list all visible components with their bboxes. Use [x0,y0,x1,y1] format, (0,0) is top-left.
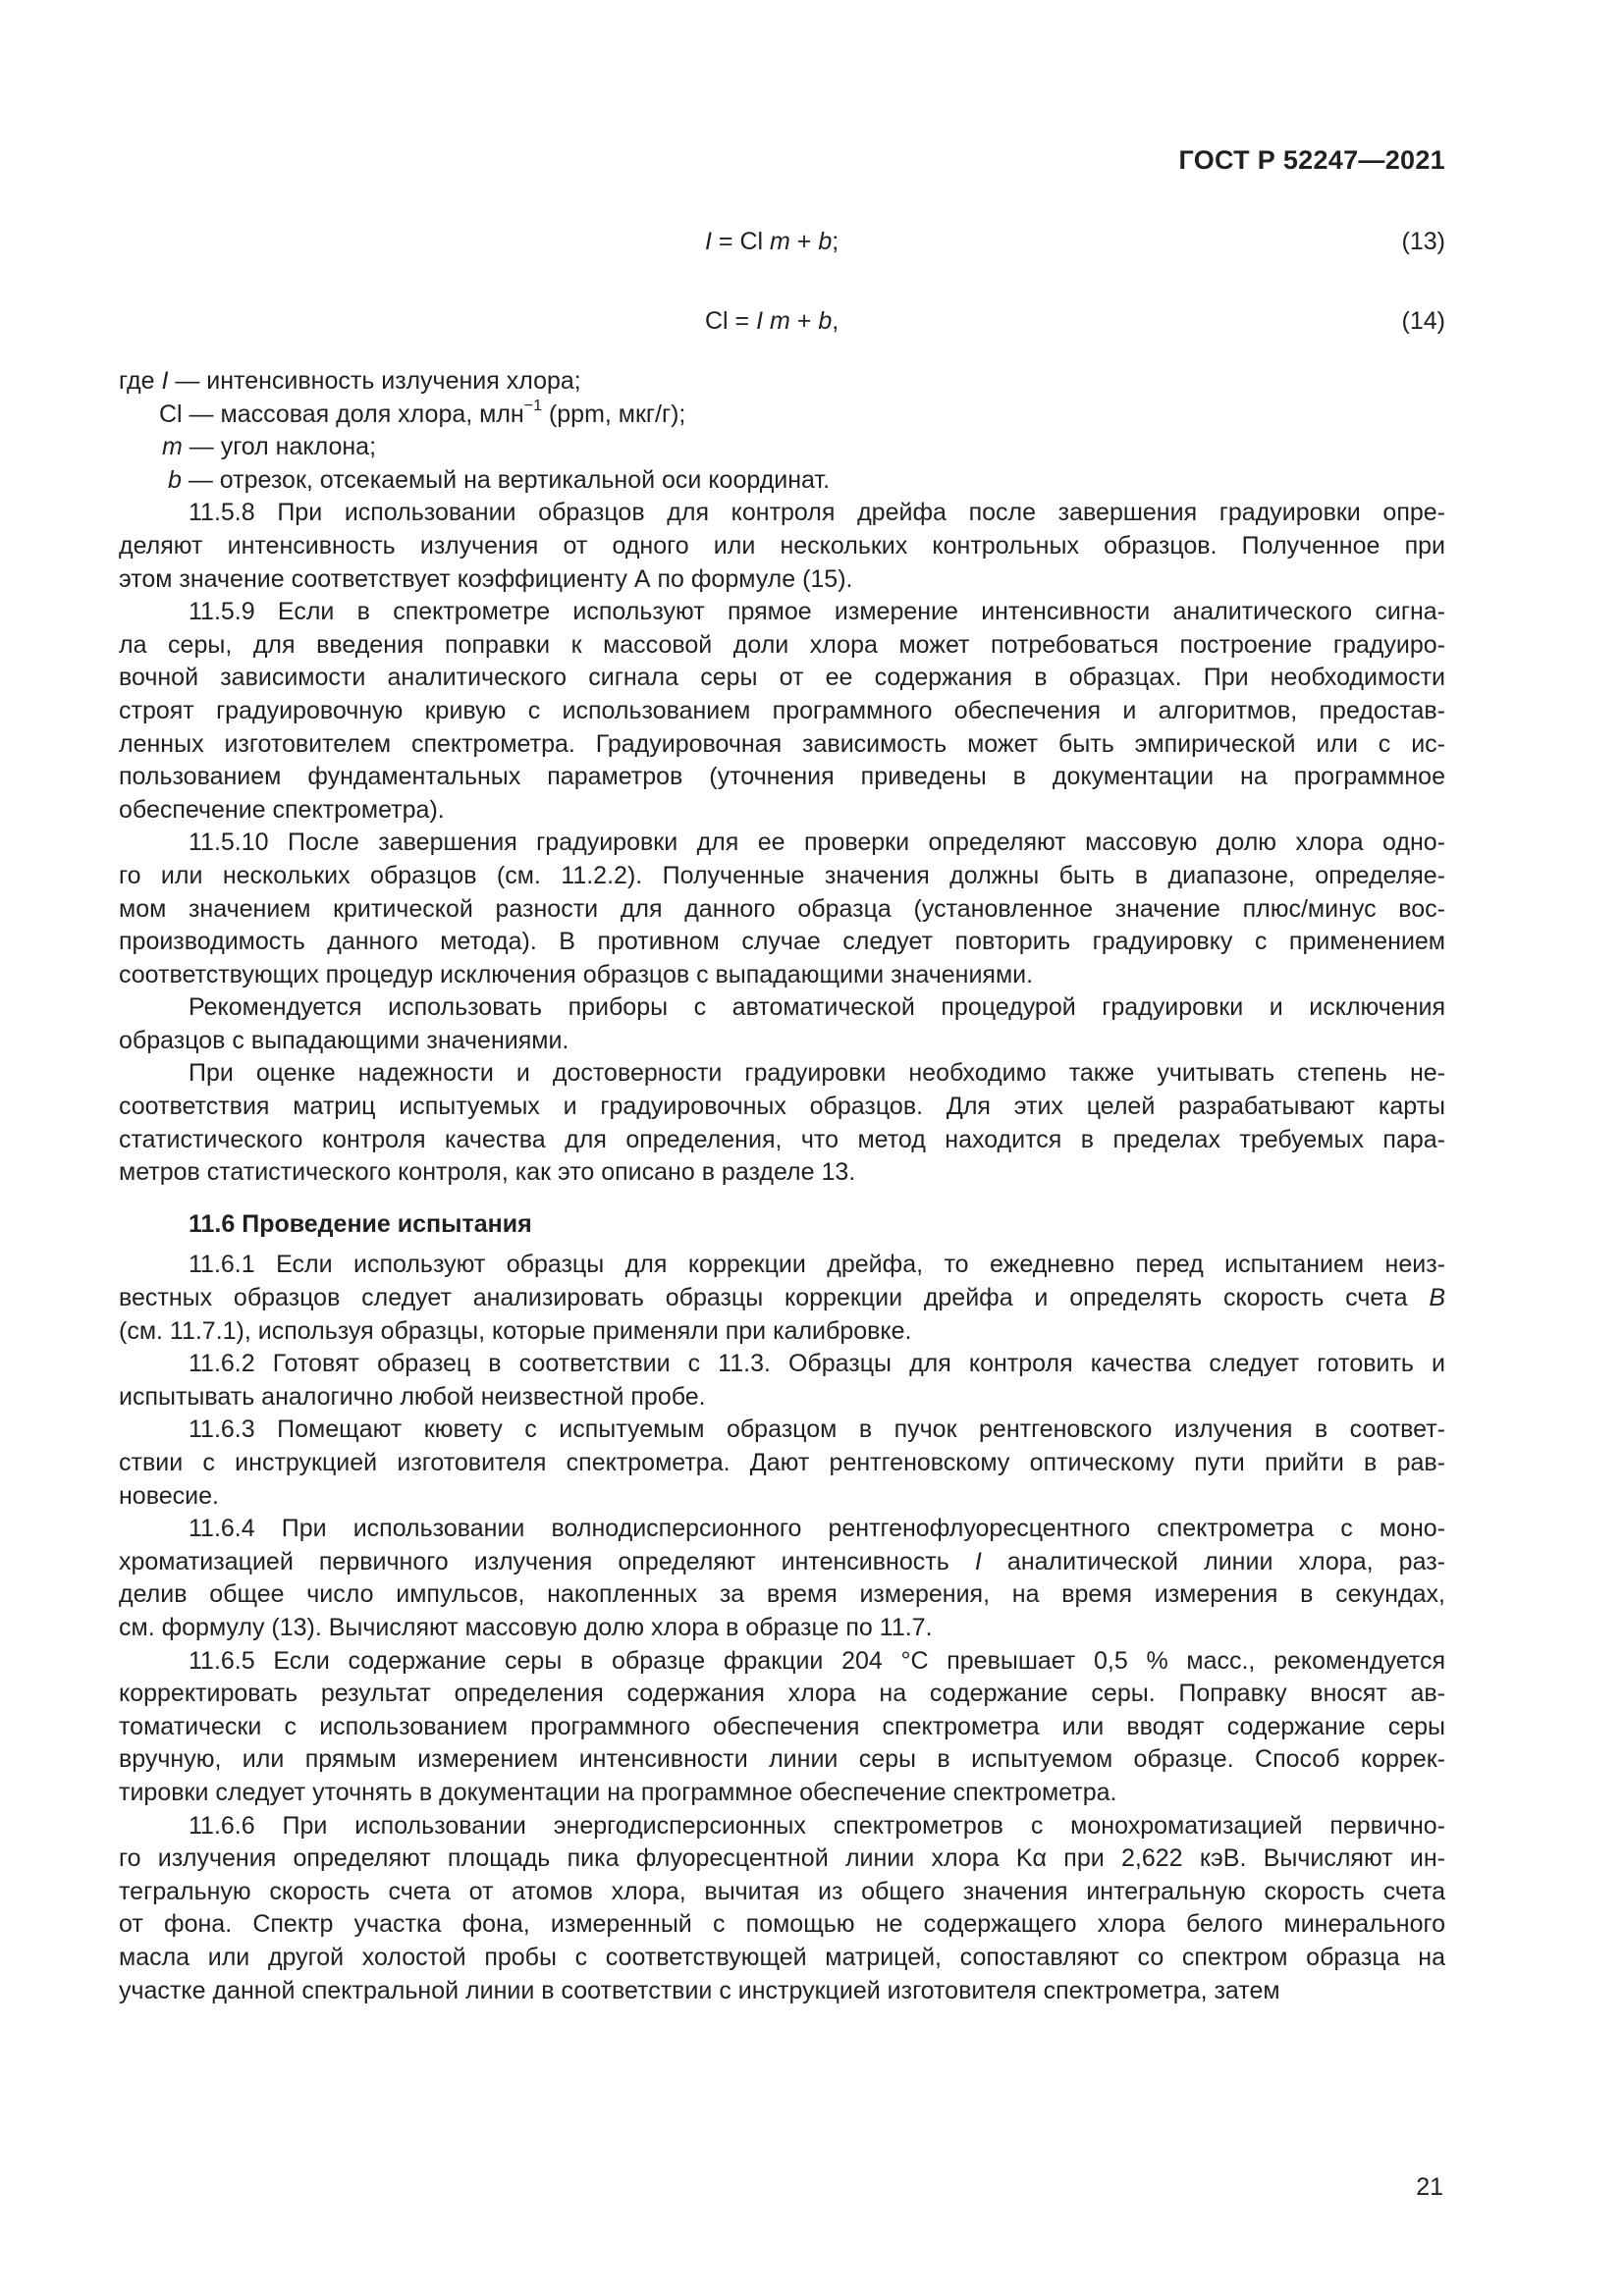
paragraph-line: Рекомендуется использовать приборы с автоматической процедурой градуировки и исключения [189,993,1445,1022]
paragraph-line: ленных изготовителем спектрометра. Градуировочная зависимость может быть эмпирической или с ис- [119,729,1445,758]
paragraph-line: ла серы, для введения поправки к массовой доли хлора может потребоваться построение градуиро- [119,630,1445,659]
formula-number: (14) [1401,307,1445,335]
paragraph-line: новесие. [119,1481,219,1510]
paragraph-p-11-5-10 [119,827,1445,991]
formula-13 [0,228,1624,267]
paragraph-line: производимость данного метода). В противном случае следует повторить градуировку с применением [119,928,1445,956]
definition-item: Cl — массовая доля хлора, млн$^{-1}$ (ppm, мкг/г); [159,398,686,428]
paragraph-p-recommend [119,991,1445,1057]
paragraph-line: делив общее число импульсов, накопленных за время измерения, на время измерения в секундах, [119,1580,1445,1609]
paragraph-line: 11.5.9 Если в спектрометре используют прямое измерение интенсивности аналитического сигна- [189,598,1445,626]
document-body [119,365,1445,2007]
paragraph-line: этом значение соответствует коэффициенту А по формуле (15). [119,564,853,593]
paragraph-line: 11.6.6 При использовании энергодисперсионных спектрометров с монохроматизацией первично- [189,1811,1445,1840]
definition-item: b — отрезок, отсекаемый на вертикальной оси координат. [168,465,831,494]
paragraph-p-11-5-9 [119,596,1445,827]
paragraph-p-11-6-4 [119,1513,1445,1644]
paragraph-line: (см. 11.7.1), используя образцы, которые применяли при калибровке. [119,1316,912,1345]
paragraph-line: метров статистического контроля, как это описано в разделе 13. [119,1158,856,1187]
paragraph-line: ствии с инструкцией изготовителя спектрометра. Дают рентгеновскому оптическому пути прийти в рав- [119,1449,1445,1476]
paragraph-line: образцов с выпадающими значениями. [119,1026,569,1054]
paragraph-line: участке данной спектральной линии в соответствии с инструкцией изготовителя спектрометра, затем [119,1976,1280,2004]
definition-item: где I — интенсивность излучения хлора; [119,367,581,395]
paragraphs-section-11-6 [119,1249,1445,2007]
paragraph-line: 11.5.10 После завершения градуировки для ее проверки определяют массовую долю хлора одно- [189,828,1445,857]
paragraph-line: пользованием фундаментальных параметров (уточнения приведены в документации на программное [119,763,1445,791]
definitions-list [119,365,1445,497]
paragraph-line: статистического контроля качества для определения, что метод находится в пределах требуемых пара- [119,1125,1445,1153]
paragraph-line: вестных образцов следует анализировать образцы коррекции дрейфа и определять скорость счета B [119,1284,1445,1312]
formula-expression: I = Cl m + b; [705,228,839,255]
paragraph-line: 11.5.8 При использовании образцов для контроля дрейфа после завершения градуировки опре- [189,499,1445,527]
paragraph-line: см. формулу (13). Вычисляют массовую долю хлора в образце по 11.7. [119,1613,933,1641]
paragraph-line: го излучения определяют площадь пика флуоресцентной линии хлора Kα при 2,622 кэВ. Вычисляют ин- [119,1844,1445,1873]
paragraph-line: томатически с использованием программного обеспечения спектрометра или вводят содержание серы [119,1712,1445,1740]
paragraph-p-11-6-1 [119,1249,1445,1348]
document-header: ГОСТ Р 52247—2021 [1178,145,1445,175]
paragraph-line: вручную, или прямым измерением интенсивности линии серы в испытуемом образце. Способ коррек- [119,1745,1445,1774]
formula-14 [0,307,1624,347]
paragraph-line: масла или другой холостой пробы с соответствующей матрицей, сопоставляют со спектром образца на [119,1943,1445,1971]
paragraph-line: тегральную скорость счета от атомов хлора, вычитая из общего значения интегральную скорость счета [119,1877,1445,1905]
paragraph-line: корректировать результат определения содержания хлора на содержание серы. Поправку вносят ав- [119,1680,1445,1708]
paragraph-line: от фона. Спектр участка фона, измеренный с помощью не содержащего хлора белого минерального [119,1910,1445,1939]
paragraph-line: соответствующих процедур исключения образцов с выпадающими значениями. [119,960,1034,988]
paragraph-line: 11.6.4 При использовании волнодисперсионного рентгенофлуоресцентного спектрометра с моно- [189,1515,1445,1543]
paragraph-line: вочной зависимости аналитического сигнала серы от ее содержания в образцах. При необходимости [119,664,1445,692]
paragraphs-section-11-5 [119,497,1445,1189]
paragraph-line: испытывать аналогично любой неизвестной пробе. [119,1382,706,1411]
page-number: 21 [1416,2173,1443,2201]
paragraph-line: 11.6.3 Помещают кювету с испытуемым образцом в пучок рентгеновского излучения в соответ- [189,1415,1445,1444]
paragraph-line: соответствия матриц испытуемых и градуировочных образцов. Для этих целей разрабатывают карты [119,1093,1445,1121]
paragraph-p-11-5-8 [119,497,1445,596]
paragraph-line: тировки следует уточнять в документации на программное обеспечение спектрометра. [119,1778,1117,1806]
paragraph-line: го или нескольких образцов (см. 11.2.2). Полученные значения должны быть в диапазоне, определяе- [119,861,1445,889]
paragraph-line: 11.6.2 Готовят образец в соответствии с 11.3. Образцы для контроля качества следует готовить и [189,1350,1445,1378]
paragraph-p-11-6-5 [119,1645,1445,1810]
paragraph-line: строят градуировочную кривую с использованием программного обеспечения и алгоритмов, предостав- [119,696,1445,724]
paragraph-line: деляют интенсивность излучения от одного или нескольких контрольных образцов. Полученное при [119,531,1445,560]
paragraph-p-11-6-3 [119,1414,1445,1513]
definition-item: m — угол наклона; [162,433,377,461]
paragraph-p-11-6-6 [119,1810,1445,2008]
section-heading: 11.6 Проведение испытания [189,1209,532,1238]
paragraph-p-11-6-2 [119,1348,1445,1414]
formula-number: (13) [1401,228,1445,255]
paragraph-line: 11.6.5 Если содержание серы в образце фракции 204 °С превышает 0,5 % масс., рекомендуется [189,1646,1445,1675]
paragraph-line: При оценке надежности и достоверности градуировки необходимо также учитывать степень не- [189,1059,1445,1088]
paragraph-line: мом значением критической разности для данного образца (установленное значение плюс/минус вос- [119,894,1445,923]
paragraph-line: 11.6.1 Если используют образцы для коррекции дрейфа, то ежедневно перед испытанием неиз- [189,1251,1445,1279]
formula-expression: Cl = I m + b, [705,307,839,335]
paragraph-p-reliability [119,1057,1445,1189]
paragraph-line: хроматизацией первичного излучения определяют интенсивность I аналитической линии хлора, раз- [119,1547,1445,1575]
paragraph-line: обеспечение спектрометра). [119,795,445,824]
